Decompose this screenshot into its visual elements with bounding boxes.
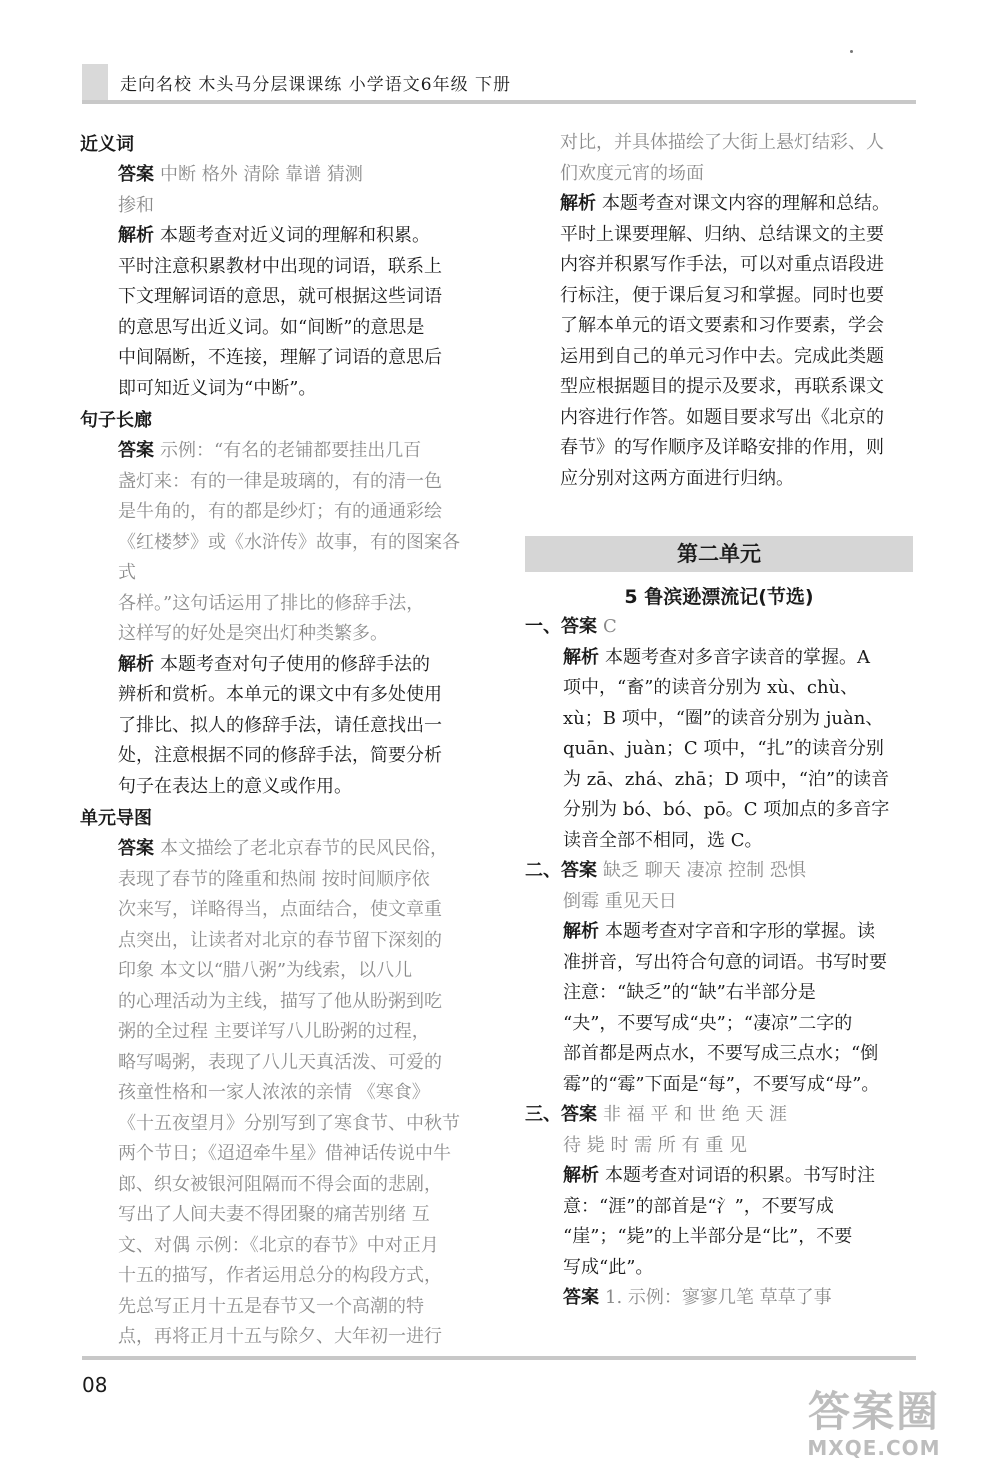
explanation-line: 了排比、拟人的修辞手法，请任意找出一: [118, 714, 442, 736]
explanation-line: [525, 643, 920, 674]
explanation-line: 准拼音，写出符合句意的词语。书写时要: [563, 951, 887, 973]
explanation-line: 处，注意根据不同的修辞手法，简要分析: [118, 745, 442, 766]
explanation-line: xù；B 项中，“圈”的读音分别为 juàn、: [563, 707, 884, 729]
header-rule: [82, 100, 916, 104]
explanation-line: quān、juàn；C 项中，“扎”的读音分别: [563, 738, 884, 759]
explanation-line: 了解本单元的语文要素和习作要素，学会: [560, 315, 884, 336]
answer-line: 先总写正月十五是春节又一个高潮的特: [118, 1295, 424, 1317]
answer-line: 十五的描写，作者运用总分的构段方式，: [118, 1265, 442, 1286]
answer-text: 1. 示例：寥寥几笔 草草了事: [605, 1287, 832, 1308]
answer-line: 的心理活动为主线，描写了他从盼粥到吃: [118, 990, 442, 1012]
page-number: 08: [82, 1373, 108, 1397]
page-speck: [850, 50, 853, 53]
explanation-line: [80, 221, 475, 252]
explanation-line: “夬”，不要写成“央”；“凄凉”二字的: [563, 1012, 853, 1034]
section-heading-synonyms: 近义词: [80, 134, 134, 155]
answer-label: 答案: [561, 860, 597, 881]
answer-line: 文、对偶 示例：《北京的春节》中对正月: [118, 1234, 439, 1256]
answer-line: 表现了春节的隆重和热闹 按时间顺序依: [118, 868, 430, 890]
explanation-label: 解析: [563, 646, 599, 668]
explanation-line: 为 zā、zhá、zhā；D 项中，“泊”的读音: [563, 768, 890, 790]
answer-line: [80, 160, 475, 191]
question-number: 二、: [525, 860, 561, 881]
answer-text: 缺乏 聊天 凄凉 控制 恐惧: [603, 860, 806, 881]
explanation-line: 意：“涯”的部首是“氵”，不要写成: [563, 1195, 834, 1217]
explanation-line: 项中，“畜”的读音分别为 xù、chù、: [563, 677, 859, 698]
explanation-line: 分别为 bó、bó、pō。C 项加点的多音字: [563, 799, 890, 820]
answer-text: 非 福 平 和 世 绝 天 涯: [603, 1104, 788, 1125]
answer-line: 写出了人间夫妻不得团聚的痛苦别绪 互: [118, 1204, 430, 1225]
explanation-label: 解析: [118, 225, 154, 246]
answer-line: 《红楼梦》或《水浒传》故事，有的图案各式: [118, 531, 460, 583]
explanation-line: 辨析和赏析。本单元的课文中有多处使用: [118, 684, 442, 705]
explanation-label: 解析: [563, 921, 599, 942]
answer-line: 各样。”这句话运用了排比的修辞手法，: [118, 592, 425, 614]
explanation-line: 霉”的“霉”下面是“每”，不要写成“母”。: [563, 1073, 880, 1095]
answer-line: 这样写的好处是突出灯种类繁多。: [118, 623, 388, 644]
explanation-label: 解析: [560, 193, 596, 214]
question-number: 三、: [525, 1104, 561, 1125]
explanation-text: 本题考查对词语的积累。书写时注: [605, 1165, 875, 1186]
answer-line: 《十五夜望月》分别写到了寒食节、中秋节: [118, 1112, 460, 1134]
answer-line: 两个节日；《迢迢牵牛星》借神话传说中牛: [118, 1143, 451, 1164]
explanation-line: 即可知近义词为“中断”。: [118, 377, 317, 399]
answer-line: [80, 834, 475, 865]
answer-line: 印象 本文以“腊八粥”为线索，以八儿: [118, 960, 413, 981]
explanation-text: 本题考查对近义词的理解和积累。: [160, 225, 430, 246]
explanation-line: 下文理解词语的意思，就可根据这些词语: [118, 286, 442, 307]
explanation-line: 中间隔断，不连接，理解了词语的意思后: [118, 347, 442, 368]
explanation-line: 读音全部不相同，选 C。: [563, 829, 763, 851]
answer-line: 略写喝粥，表现了八儿天真活泼、可爱的: [118, 1051, 442, 1073]
explanation-line: 平时注意积累教材中出现的词语，联系上: [118, 255, 442, 277]
answer-line: 点突出，让读者对北京的春节留下深刻的: [118, 929, 442, 951]
explanation-line: 行标注，便于课后复习和掌握。同时也要: [560, 284, 884, 306]
watermark-main-text: 答案圈: [807, 1387, 940, 1436]
lesson-title: 5 鲁滨逊漂流记(节选): [624, 586, 814, 608]
explanation-line: 的意思写出近义词。如“间断”的意思是: [118, 316, 425, 338]
answer-line: 待 毙 时 需 所 有 重 见: [563, 1134, 748, 1156]
explanation-line: 春节》的写作顺序及详略安排的作用，则: [560, 437, 884, 458]
answer-line: 对比，并具体描绘了大街上悬灯结彩、人: [560, 132, 884, 153]
explanation-text: 本题考查对多音字读音的掌握。A: [605, 646, 870, 668]
answer-line: 孩童性格和一家人浓浓的亲情 《寒食》: [118, 1082, 430, 1103]
explanation-line: 型应根据题目的提示及要求，再联系课文: [560, 376, 884, 397]
explanation-line: [525, 917, 920, 948]
question-number: 一、: [525, 616, 561, 637]
answer-text: 本文描绘了老北京春节的民风民俗，: [160, 838, 448, 859]
explanation-line: 写成“此”。: [563, 1256, 654, 1278]
explanation-line: 内容进行作答。如题目要求写出《北京的: [560, 406, 884, 428]
explanation-line: [560, 189, 920, 220]
explanation-label: 解析: [118, 653, 154, 675]
explanation-text: 本题考查对句子使用的修辞手法的: [160, 653, 430, 675]
answer-text: 示例：“有名的老铺都要挂出几百: [160, 440, 422, 461]
answer-line: 盏灯来：有的一律是玻璃的，有的清一色: [118, 470, 442, 492]
right-column-top: [560, 128, 920, 494]
running-header: 走向名校 木头马分层课课练 小学语文6年级 下册: [120, 75, 512, 95]
question-answer-line: [525, 1100, 920, 1131]
answer-line: 次来写，详略得当，点面结合，使文章重: [118, 899, 442, 920]
answer-label: 答案: [118, 164, 154, 185]
right-column-questions: [525, 612, 920, 1314]
explanation-label: 解析: [563, 1165, 599, 1186]
explanation-line: 注意：“缺乏”的“缺”右半部分是: [563, 982, 816, 1003]
answer-line: 粥的全过程 主要详写八儿盼粥的过程，: [118, 1021, 430, 1042]
answer-label: 答案: [118, 440, 154, 461]
explanation-text: 本题考查对课文内容的理解和总结。: [602, 193, 890, 214]
explanation-line: “崖”；“毙”的上半部分是“比”，不要: [563, 1226, 853, 1247]
section-heading-unit-map: 单元导图: [80, 808, 152, 829]
explanation-line: 应分别对这两方面进行归纳。: [560, 467, 794, 489]
answer-line: 倒霉 重见天日: [563, 890, 677, 912]
answer-text: 中断 格外 清除 靠谱 猜测: [160, 164, 363, 185]
watermark-logo: [774, 1388, 974, 1460]
unit-title: 第二单元: [677, 542, 761, 566]
explanation-line: 平时上课要理解、归纳、总结课文的主要: [560, 223, 884, 245]
answer-label: 答案: [561, 1104, 597, 1125]
explanation-line: 运用到自己的单元习作中去。完成此类题: [560, 345, 884, 367]
answer-line: [525, 1283, 920, 1314]
watermark-url-text: MXQE.COM: [807, 1436, 941, 1460]
section-heading-sentences: 句子长廊: [80, 410, 152, 431]
explanation-line: [525, 1161, 920, 1192]
answer-label: 答案: [118, 838, 154, 859]
answer-label: 答案: [563, 1287, 599, 1308]
answer-text: C: [603, 616, 617, 637]
left-column: [80, 128, 475, 1353]
footer-rule: [82, 1356, 916, 1360]
answer-line: 是牛角的，有的都是纱灯；有的通通彩绘: [118, 501, 442, 522]
answer-label: 答案: [561, 616, 597, 637]
explanation-line: 内容并积累写作手法，可以对重点语段进: [560, 254, 884, 275]
answer-line: [80, 436, 475, 467]
answer-line: 们欢度元宵的场面: [560, 162, 704, 184]
answer-line: 郎、织女被银河阻隔而不得会面的悲剧，: [118, 1173, 442, 1195]
explanation-line: 部首都是两点水，不要写成三点水；“倒: [563, 1043, 879, 1064]
answer-line: 点，再将正月十五与除夕、大年初一进行: [118, 1326, 442, 1347]
header-grey-block: [82, 64, 108, 100]
explanation-line: [80, 650, 475, 681]
explanation-line: 句子在表达上的意义或作用。: [118, 775, 352, 797]
explanation-text: 本题考查对字音和字形的掌握。读: [605, 921, 875, 942]
answer-line: 掺和: [118, 194, 154, 216]
question-answer-line: [525, 856, 920, 887]
question-answer-line: [525, 612, 920, 643]
